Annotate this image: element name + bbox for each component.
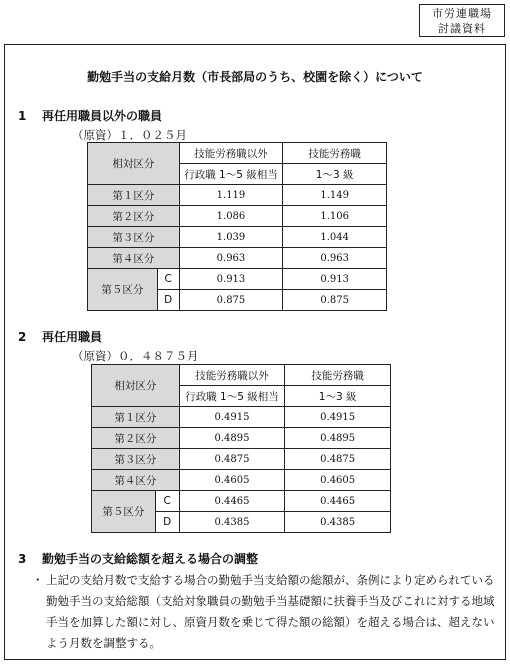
section-1-rate-table — [87, 142, 387, 311]
row-value-non-manual: 0.4465 — [179, 491, 285, 512]
section-1-original-months: （原資）１．０２５月 — [72, 128, 187, 142]
row-label: 第４区分 — [92, 470, 180, 491]
row-label: 第２区分 — [88, 206, 180, 227]
table-corner-label: 相対区分 — [88, 143, 180, 185]
column-subheader-manual: 1～3 級 — [285, 386, 391, 407]
row-value-non-manual: 0.4915 — [179, 407, 285, 428]
row-value-manual: 0.4895 — [285, 428, 391, 449]
group-label: 第５区分 — [88, 269, 158, 311]
row-label: 第１区分 — [88, 185, 180, 206]
section-number: 1 — [18, 109, 27, 123]
column-subheader-manual: 1～3 級 — [283, 164, 387, 185]
table-row — [88, 227, 387, 248]
table-row — [88, 206, 387, 227]
column-subheader-non-manual: 行政職 1～5 級相当 — [179, 386, 285, 407]
table-row — [92, 407, 391, 428]
row-label: 第３区分 — [92, 449, 180, 470]
row-value-manual: 0.913 — [283, 269, 387, 290]
row-value-manual: 1.044 — [283, 227, 387, 248]
row-value-non-manual: 1.119 — [179, 185, 283, 206]
row-value-manual: 0.4915 — [285, 407, 391, 428]
row-value-manual: 0.875 — [283, 290, 387, 311]
section-number: 3 — [18, 552, 27, 566]
table-corner-label: 相対区分 — [92, 365, 180, 407]
subgroup-label: D — [157, 290, 179, 311]
row-value-non-manual: 0.963 — [179, 248, 283, 269]
subgroup-label: C — [155, 491, 179, 512]
group-label: 第５区分 — [92, 491, 156, 533]
document-stamp — [419, 4, 505, 37]
row-label: 第２区分 — [92, 428, 180, 449]
section-title: 勤勉手当の支給総額を超える場合の調整 — [42, 552, 259, 566]
table-row — [92, 491, 391, 512]
column-header-manual: 技能労務職 — [283, 143, 387, 164]
adjustment-note — [32, 570, 496, 654]
row-value-non-manual: 0.913 — [179, 269, 283, 290]
row-value-non-manual: 0.4875 — [179, 449, 285, 470]
row-value-manual: 0.963 — [283, 248, 387, 269]
stamp-line-2: 討議資料 — [438, 22, 486, 35]
note-text: 上記の支給月数で支給する場合の勤勉手当支給額の総額が、条例により定められている勤勉手当の支給総額（支給対象職員の勤勉手当基礎額に扶養手当及びこれに対する地域手当を加算した額に対し、原資月数を乗じて得た額の総額）を超える場合は、超えないよう月数を調整する。 — [46, 573, 495, 650]
row-value-non-manual: 0.4895 — [179, 428, 285, 449]
column-header-non-manual: 技能労務職以外 — [179, 143, 283, 164]
section-2-rate-table — [91, 364, 391, 533]
table-row — [88, 185, 387, 206]
subgroup-label: C — [157, 269, 179, 290]
column-header-manual: 技能労務職 — [285, 365, 391, 386]
row-label: 第４区分 — [88, 248, 180, 269]
document-title: 勤勉手当の支給月数（市長部局のうち、校園を除く）について — [87, 70, 423, 84]
row-value-non-manual: 0.4605 — [179, 470, 285, 491]
row-value-manual: 0.4385 — [285, 512, 391, 533]
stamp-line-1: 市労連職場 — [432, 7, 492, 20]
section-title: 再任用職員以外の職員 — [42, 109, 163, 123]
subgroup-label: D — [155, 512, 179, 533]
row-value-non-manual: 0.4385 — [179, 512, 285, 533]
row-value-manual: 0.4605 — [285, 470, 391, 491]
table-row — [92, 428, 391, 449]
table-row — [92, 449, 391, 470]
bullet-mark: ・ — [32, 573, 44, 587]
row-value-non-manual: 1.086 — [179, 206, 283, 227]
row-value-non-manual: 0.875 — [179, 290, 283, 311]
table-row — [88, 248, 387, 269]
section-number: 2 — [18, 330, 27, 344]
column-subheader-non-manual: 行政職 1～5 級相当 — [179, 164, 283, 185]
table-row — [92, 470, 391, 491]
section-title: 再任用職員 — [42, 330, 103, 344]
row-value-manual: 1.149 — [283, 185, 387, 206]
row-value-manual: 0.4875 — [285, 449, 391, 470]
table-row — [88, 269, 387, 290]
section-2-heading — [18, 328, 102, 345]
section-3-heading — [18, 550, 258, 567]
row-value-non-manual: 1.039 — [179, 227, 283, 248]
row-label: 第１区分 — [92, 407, 180, 428]
row-value-manual: 0.4465 — [285, 491, 391, 512]
section-2-original-months: （原資）０．４８７５月 — [72, 349, 199, 363]
section-1-heading — [18, 107, 162, 124]
column-header-non-manual: 技能労務職以外 — [179, 365, 285, 386]
row-label: 第３区分 — [88, 227, 180, 248]
row-value-manual: 1.106 — [283, 206, 387, 227]
